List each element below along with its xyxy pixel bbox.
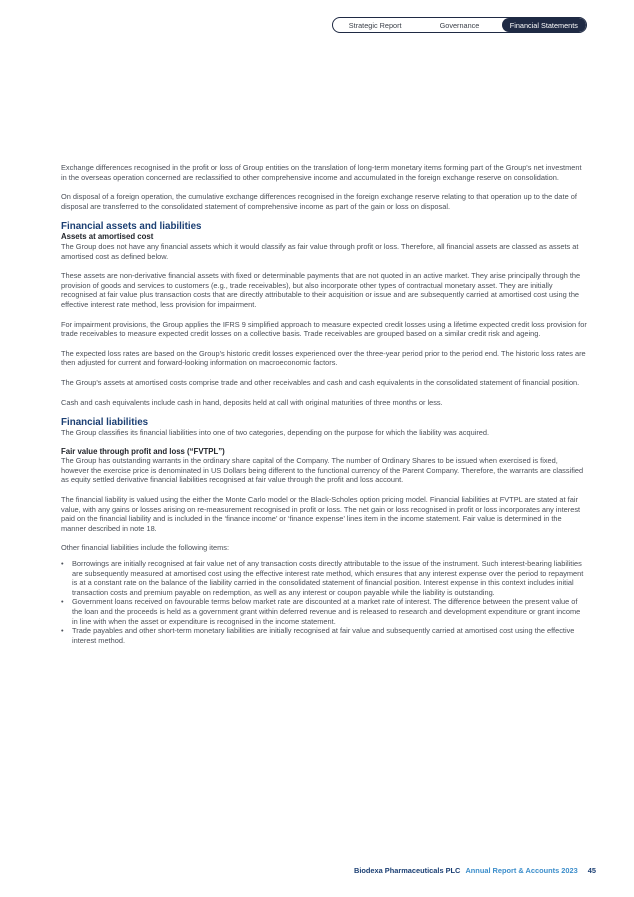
subheading-assets-amortised-cost: Assets at amortised cost xyxy=(61,232,154,242)
tab-governance[interactable]: Governance xyxy=(439,20,480,30)
paragraph-exchange-differences: Exchange differences recognised in the profit or loss of Group entities on the translation of long-term monetary items forming part of the Group's net investment in the overseas operation concerned are reclassified to other comprehensive income and accumulated in the foreign exchange reserve on consolidation. xyxy=(61,163,582,182)
paragraph-valuation: The financial liability is valued using the either the Monte Carlo model or the Black-Scholes option pricing model. Financial liabilities at FVTPL are stated at fair value, with any gains or losses arising on re-measurement recognised in profit or loss. The net gain or loss recognised in profit or loss incorporates any interest paid on the financial liability and is included in the ‘finance income’ or ‘finance expense’ lines item in the income statement. Fair value is determined in the manner described in note 18. xyxy=(61,495,581,533)
paragraph-loss-rates: The expected loss rates are based on the Group's historic credit losses experienced over the three-year period prior to the period end. The historic loss rates are then adjusted for current and forward-looking information on macroeconomic factors. xyxy=(61,348,586,368)
list-item: • Government loans received on favourable terms below market rate are discounted at a market rate of interest. The difference between the present value of the loan and the proceeds is held as a government grant within deferred revenue and is released to research and development expenditure or grant income in line with when the asset or expenditure is recognised in the income statement. xyxy=(61,597,587,626)
paragraph-no-fvtpl-assets: The Group does not have any financial assets which it would classify as fair value through profit or loss. Therefore, all financial assets are classed as assets at amortised cost as defined below. xyxy=(61,241,579,261)
paragraph-cash: Cash and cash equivalents include cash in hand, deposits held at call with original maturities of three months or less. xyxy=(61,397,443,407)
subheading-fvtpl: Fair value through profit and loss (“FVTPL”) xyxy=(61,446,225,456)
footer-report-title: Annual Report & Accounts 2023 xyxy=(465,866,578,875)
paragraph-liability-categories: The Group classifies its financial liabilities into one of two categories, depending on the purpose for which the liability was acquired. xyxy=(61,428,490,438)
paragraph-disposal: On disposal of a foreign operation, the cumulative exchange differences recognised in the foreign exchange reserve relating to that operation up to the date of disposal are transferred to the consolidated statement of comprehensive income as part of the gain or loss on disposal. xyxy=(61,192,577,211)
paragraph-amortised-assets: The Group's assets at amortised costs comprise trade and other receivables and cash and cash equivalents in the consolidated statement of financial position. xyxy=(61,377,580,387)
paragraph-impairment: For impairment provisions, the Group applies the IFRS 9 simplified approach to measure expected credit losses using a lifetime expected credit loss provision for trade receivables to measure expected credit losses on a collective basis. Trade receivables are grouped based on a similar credit risk and ageing. xyxy=(61,319,587,339)
liabilities-list xyxy=(61,559,587,645)
tab-strategic-report[interactable]: Strategic Report xyxy=(348,20,402,30)
list-item: • Borrowings are initially recognised at fair value net of any transaction costs directly attributable to the issue of the instrument. Such interest-bearing liabilities are subsequently measured at amortised cost using the effective interest rate method, which ensures that any interest expense over the period to repayment is at a constant rate on the balance of the liability carried in the consolidated statement of financial position. Interest expense in this context includes initial transaction costs and premium payable on redemption, as well as any interest or coupon payable while the liability is outstanding. xyxy=(61,559,587,597)
list-item: • Trade payables and other short-term monetary liabilities are initially recognised at fair value and subsequently carried at amortised cost using the effective interest method. xyxy=(61,626,587,645)
footer-company: Biodexa Pharmaceuticals PLC xyxy=(354,866,461,875)
section-nav xyxy=(332,17,587,33)
paragraph-warrants: The Group has outstanding warrants in the ordinary share capital of the Company. The number of Ordinary Shares to be issued when exercised is fixed, however the exercise price is denominated in US Dollars being different to the functional currency of the Parent Company. Therefore, the warrants are classified as equity settled derivative financial liabilities recognised at fair value through the profit and loss account. xyxy=(61,456,584,485)
tab-financial-statements[interactable]: Financial Statements xyxy=(502,18,586,32)
page-content xyxy=(61,163,587,645)
paragraph-non-derivative-assets: These assets are non-derivative financial assets with fixed or determinable payments that are not quoted in an active market. They arise principally through the provision of goods and services to customers (e.g., trade receivables), but also incorporate other types of contractual monetary asset. They are initially recognised at fair value plus transaction costs that are directly attributable to their acquisition or issue and are subsequently carried at amortised cost using the effective interest rate method, less provision for impairment. xyxy=(61,271,581,309)
paragraph-other-liabilities: Other financial liabilities include the following items: xyxy=(61,543,230,553)
page-footer xyxy=(354,866,596,875)
page-number: 45 xyxy=(587,866,596,875)
heading-financial-assets-liabilities: Financial assets and liabilities xyxy=(61,221,202,233)
heading-financial-liabilities: Financial liabilities xyxy=(61,417,149,429)
